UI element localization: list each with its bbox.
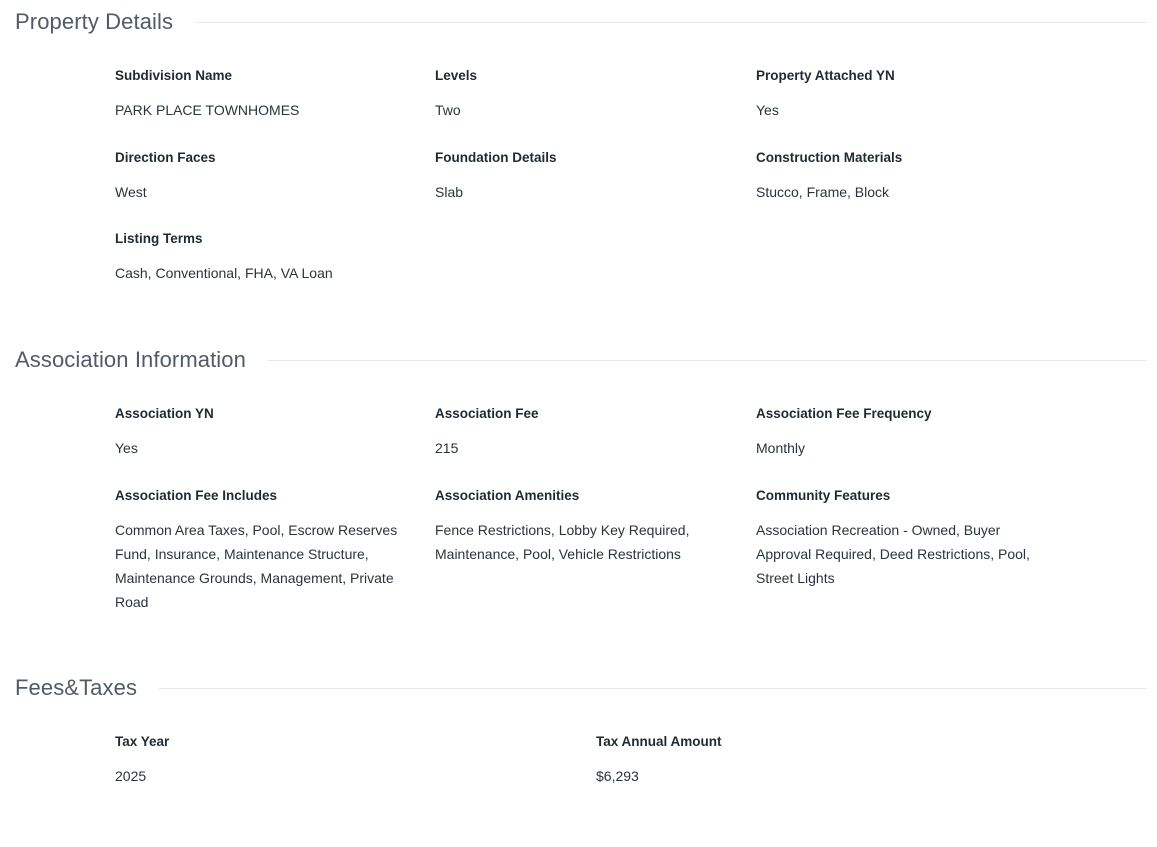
field-association-amenities — [435, 487, 725, 566]
field-value: Stucco, Frame, Block — [756, 184, 890, 200]
field-value: Two — [435, 102, 461, 118]
section-divider — [268, 360, 1147, 361]
field-construction-materials — [756, 149, 1056, 204]
field-value: Cash, Conventional, FHA, VA Loan — [115, 265, 333, 281]
field-association-fee-frequency — [756, 405, 1046, 460]
section-title: Fees&Taxes — [15, 675, 138, 700]
field-association-fee-includes — [115, 487, 405, 614]
section-header — [15, 346, 1147, 374]
field-label: Association Fee Includes — [115, 488, 278, 503]
section-divider — [195, 22, 1147, 23]
section-header — [15, 8, 1147, 36]
section-header — [15, 674, 1147, 702]
field-value: $6,293 — [596, 768, 639, 784]
field-label: Community Features — [756, 488, 891, 503]
field-label: Association Amenities — [435, 488, 580, 503]
field-value: Fence Restrictions, Lobby Key Required, Maintenance, Pool, Vehicle Restrictions — [435, 522, 690, 562]
section-divider — [159, 688, 1147, 689]
field-label: Tax Year — [115, 734, 170, 749]
field-value: Yes — [115, 440, 138, 456]
field-value: Yes — [756, 102, 779, 118]
field-levels — [435, 67, 735, 122]
field-label: Property Attached YN — [756, 68, 895, 83]
field-direction-faces — [115, 149, 415, 204]
field-value: PARK PLACE TOWNHOMES — [115, 102, 300, 118]
field-value: Common Area Taxes, Pool, Escrow Reserves Fund, Insurance, Maintenance Structure, Maintenance Grounds, Management, Private Road — [115, 522, 398, 610]
field-label: Association Fee Frequency — [756, 406, 932, 421]
field-property-attached — [756, 67, 1056, 122]
field-value: Slab — [435, 184, 464, 200]
field-value: 215 — [435, 440, 459, 456]
field-label: Tax Annual Amount — [596, 734, 722, 749]
field-community-features — [756, 487, 1046, 590]
field-label: Direction Faces — [115, 150, 216, 165]
field-label: Levels — [435, 68, 478, 83]
field-listing-terms — [115, 230, 415, 285]
field-value: 2025 — [115, 768, 147, 784]
field-subdivision-name — [115, 67, 415, 122]
field-association-yn — [115, 405, 405, 460]
field-value: Association Recreation - Owned, Buyer Approval Required, Deed Restrictions, Pool, Street Lights — [756, 522, 1030, 586]
field-label: Foundation Details — [435, 150, 557, 165]
section-title: Property Details — [15, 9, 174, 34]
field-label: Listing Terms — [115, 231, 203, 246]
field-value: Monthly — [756, 440, 806, 456]
field-tax-annual-amount — [596, 733, 1036, 788]
field-foundation-details — [435, 149, 735, 204]
section-title: Association Information — [15, 347, 246, 372]
field-label: Association Fee — [435, 406, 539, 421]
field-tax-year — [115, 733, 555, 788]
field-association-fee — [435, 405, 725, 460]
field-value: West — [115, 184, 147, 200]
field-label: Subdivision Name — [115, 68, 233, 83]
field-label: Association YN — [115, 406, 214, 421]
field-label: Construction Materials — [756, 150, 903, 165]
